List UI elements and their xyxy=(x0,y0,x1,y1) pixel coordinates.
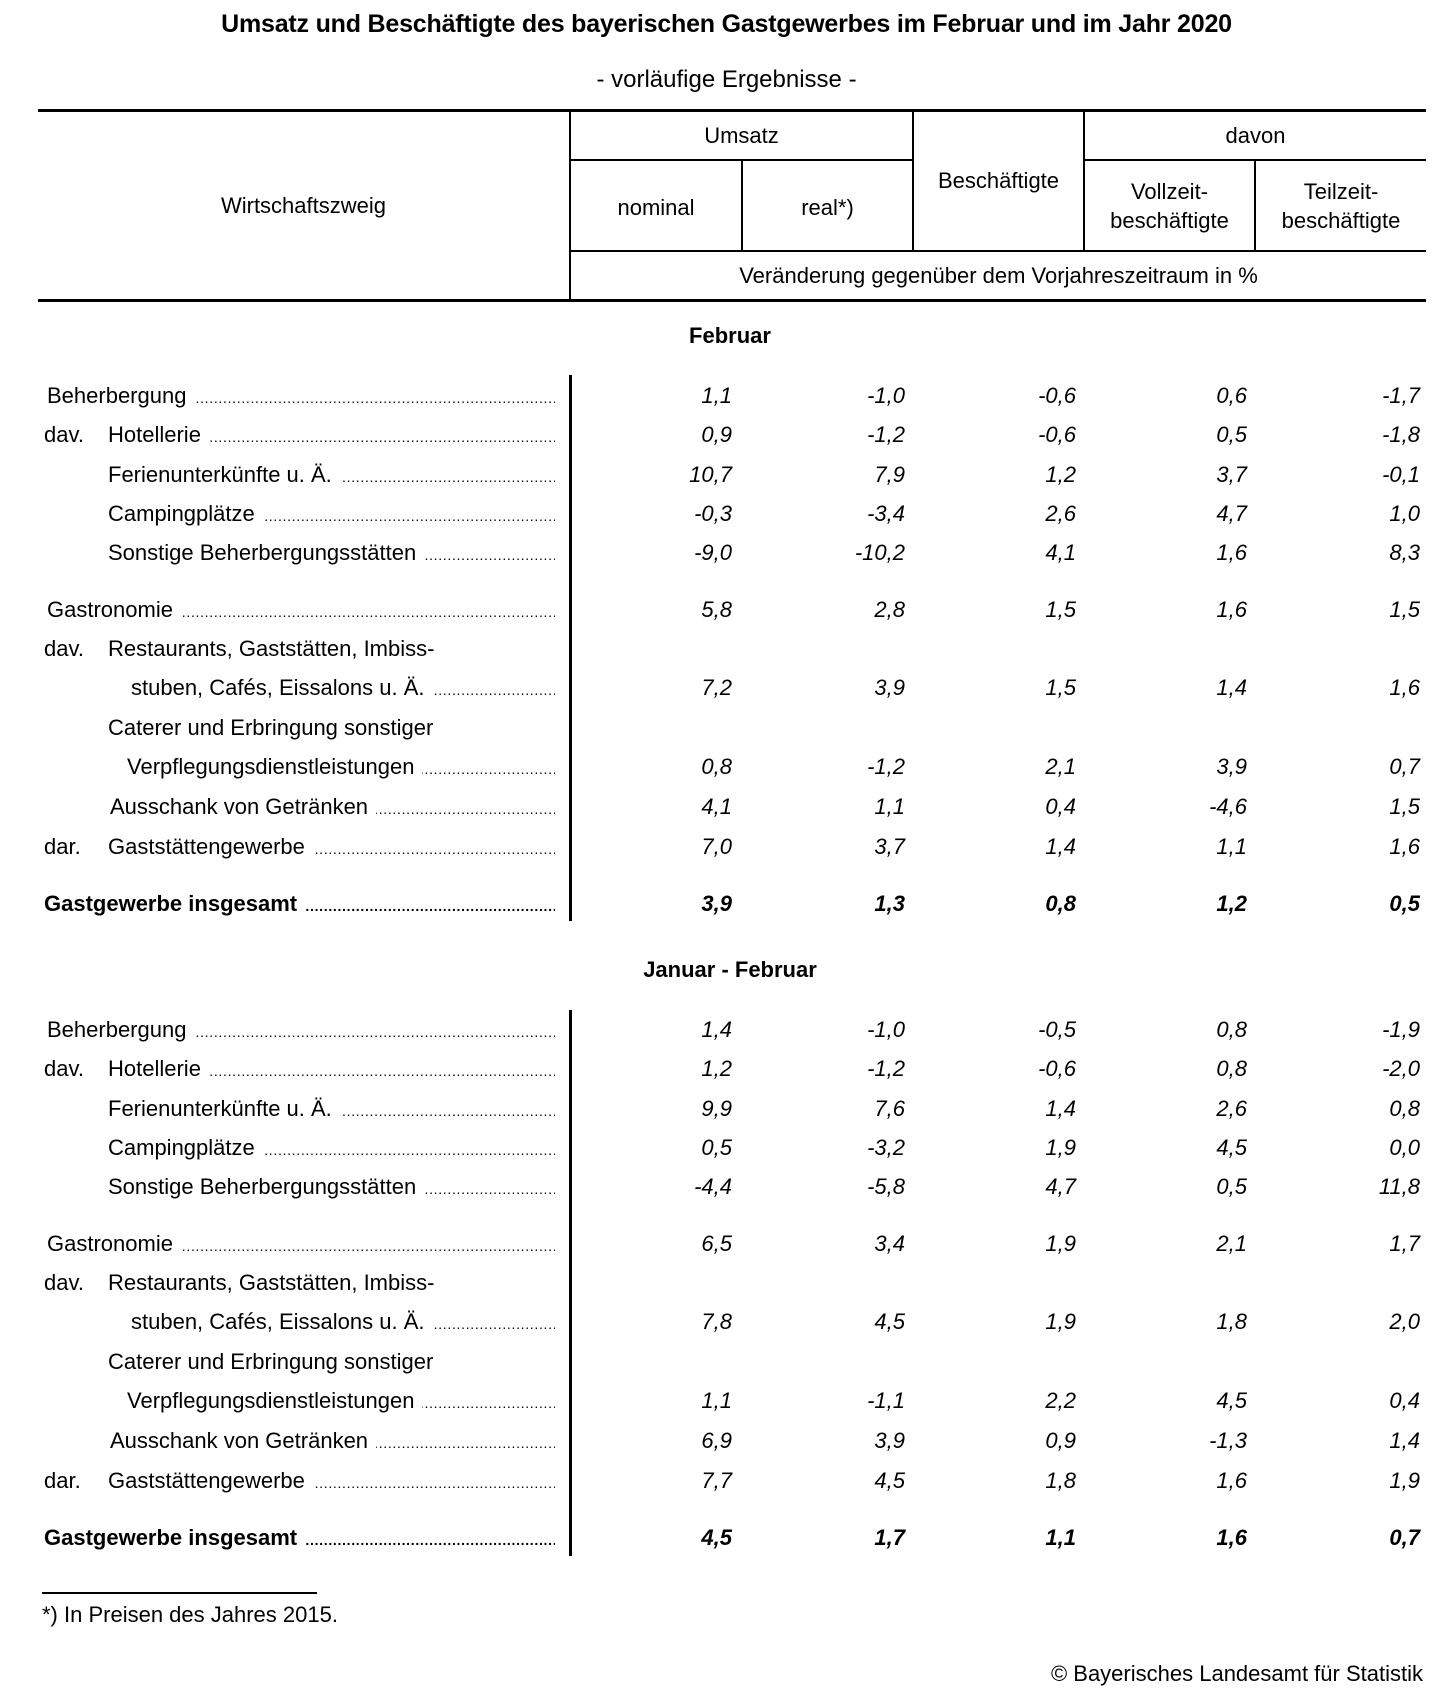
row-value: 1,1 xyxy=(874,794,905,819)
row-value: -1,2 xyxy=(867,1056,905,1081)
row-value: 0,8 xyxy=(1216,1056,1247,1081)
header-bottom-rule xyxy=(38,299,1426,302)
row-value: 1,9 xyxy=(1045,1135,1076,1160)
row-prefix: dav. xyxy=(44,1270,84,1295)
row-value: 4,5 xyxy=(1216,1388,1247,1413)
header-umsatz: Umsatz xyxy=(704,123,779,148)
row-value: 1,8 xyxy=(1045,1468,1076,1493)
table-row xyxy=(0,1135,1453,1171)
row-value: 4,5 xyxy=(874,1468,905,1493)
row-label: Campingplätze xyxy=(108,501,263,526)
row-value: 1,4 xyxy=(1216,675,1247,700)
row-value: 0,5 xyxy=(1389,891,1420,916)
table-row xyxy=(0,383,1453,419)
row-value: 0,8 xyxy=(1389,1096,1420,1121)
footnote: *) In Preisen des Jahres 2015. xyxy=(42,1602,338,1627)
row-label: Beherbergung xyxy=(47,1017,194,1042)
table-row xyxy=(0,1525,1453,1561)
row-value: -0,6 xyxy=(1038,383,1076,408)
row-value: 0,5 xyxy=(1216,1174,1247,1199)
table-row xyxy=(0,1231,1453,1267)
row-value: 0,7 xyxy=(1389,1525,1420,1550)
row-label: Restaurants, Gaststätten, Imbiss- xyxy=(108,1270,435,1295)
row-label: Gaststättengewerbe xyxy=(108,834,313,859)
row-value: 1,4 xyxy=(1389,1428,1420,1453)
section-title: Februar xyxy=(689,323,771,348)
row-value: -1,2 xyxy=(867,422,905,447)
row-value: 0,8 xyxy=(1216,1017,1247,1042)
row-value: -3,4 xyxy=(867,501,905,526)
row-value: 0,8 xyxy=(701,754,732,779)
row-label: Caterer und Erbringung sonstiger xyxy=(108,1349,434,1374)
row-value: 1,6 xyxy=(1216,1468,1247,1493)
row-value: -1,8 xyxy=(1382,422,1420,447)
row-prefix: dav. xyxy=(44,1056,84,1081)
row-value: 1,6 xyxy=(1389,834,1420,859)
row-value: -1,1 xyxy=(867,1388,905,1413)
row-label: stuben, Cafés, Eissalons u. Ä. xyxy=(131,1309,433,1334)
table-row xyxy=(0,597,1453,633)
row-label: Campingplätze xyxy=(108,1135,263,1160)
row-value: 1,5 xyxy=(1045,597,1076,622)
row-value: 0,9 xyxy=(701,422,732,447)
row-value: -0,6 xyxy=(1038,1056,1076,1081)
row-value: 7,7 xyxy=(701,1468,732,1493)
table-row xyxy=(0,501,1453,537)
row-value: -1,2 xyxy=(867,754,905,779)
row-label: Ausschank von Getränken xyxy=(110,1428,376,1453)
row-label: Gastgewerbe insgesamt xyxy=(44,1525,305,1550)
header-teilzeit-line2: beschäftigte xyxy=(1281,208,1401,233)
row-value: 1,9 xyxy=(1045,1309,1076,1334)
row-value: 1,4 xyxy=(701,1017,732,1042)
row-label: Sonstige Beherbergungsstätten xyxy=(108,540,424,565)
row-value: 0,0 xyxy=(1389,1135,1420,1160)
row-value: 0,9 xyxy=(1045,1428,1076,1453)
row-value: 2,1 xyxy=(1216,1231,1247,1256)
row-value: 1,6 xyxy=(1216,1525,1247,1550)
row-value: 0,7 xyxy=(1389,754,1420,779)
row-value: 1,0 xyxy=(1389,501,1420,526)
row-value: -0,1 xyxy=(1382,462,1420,487)
row-value: 6,9 xyxy=(701,1428,732,1453)
table-row xyxy=(0,834,1453,870)
row-value: 6,5 xyxy=(701,1231,732,1256)
row-label: stuben, Cafés, Eissalons u. Ä. xyxy=(131,675,433,700)
row-value: 3,7 xyxy=(1216,462,1247,487)
row-value: 7,8 xyxy=(701,1309,732,1334)
row-value: -10,2 xyxy=(854,540,905,565)
row-value: -4,6 xyxy=(1209,794,1247,819)
row-value: -1,3 xyxy=(1209,1428,1247,1453)
table-row xyxy=(0,540,1453,576)
row-value: 2,6 xyxy=(1216,1096,1247,1121)
table-row xyxy=(0,1056,1453,1092)
row-value: 1,5 xyxy=(1389,794,1420,819)
row-value: 1,5 xyxy=(1045,675,1076,700)
header-veraenderung: Veränderung gegenüber dem Vorjahreszeitraum in % xyxy=(739,263,1258,288)
row-label: Hotellerie xyxy=(108,1056,209,1081)
row-value: 1,7 xyxy=(874,1525,905,1550)
row-value: -1,7 xyxy=(1382,383,1420,408)
row-value: 9,9 xyxy=(701,1096,732,1121)
row-value: 3,4 xyxy=(874,1231,905,1256)
row-value: 3,9 xyxy=(1216,754,1247,779)
row-value: 1,1 xyxy=(1216,834,1247,859)
row-value: 1,3 xyxy=(874,891,905,916)
row-value: 3,7 xyxy=(874,834,905,859)
row-value: 4,1 xyxy=(1045,540,1076,565)
table-row xyxy=(0,1096,1453,1132)
table-row xyxy=(0,794,1453,830)
row-value: -0,6 xyxy=(1038,422,1076,447)
row-prefix: dav. xyxy=(44,636,84,661)
header-davon: davon xyxy=(1225,123,1286,148)
row-prefix: dav. xyxy=(44,422,84,447)
page-title: Umsatz und Beschäftigte des bayerischen Gastgewerbes im Februar und im Jahr 2020 xyxy=(221,10,1232,38)
header-wirtschaftszweig: Wirtschaftszweig xyxy=(220,193,387,218)
row-value: 2,1 xyxy=(1045,754,1076,779)
row-value: -4,4 xyxy=(694,1174,732,1199)
row-value: 1,6 xyxy=(1389,675,1420,700)
row-label: Gastronomie xyxy=(47,597,181,622)
row-value: 4,5 xyxy=(701,1525,732,1550)
header-nominal: nominal xyxy=(617,195,695,220)
row-value: -1,9 xyxy=(1382,1017,1420,1042)
row-value: -1,0 xyxy=(867,1017,905,1042)
row-value: 2,0 xyxy=(1389,1309,1420,1334)
row-value: 0,5 xyxy=(701,1135,732,1160)
table-row xyxy=(0,1388,1453,1424)
row-value: 8,3 xyxy=(1389,540,1420,565)
footnote-rule xyxy=(42,1592,317,1594)
header-top-rule xyxy=(38,109,1426,112)
row-value: -1,0 xyxy=(867,383,905,408)
row-value: 1,1 xyxy=(701,1388,732,1413)
table-row xyxy=(0,422,1453,458)
section-title: Januar - Februar xyxy=(643,957,817,982)
table-row-label-line xyxy=(0,636,1453,672)
row-label: Gastgewerbe insgesamt xyxy=(44,891,305,916)
table-row xyxy=(0,675,1453,711)
table-row-label-line xyxy=(0,1349,1453,1385)
table-row xyxy=(0,1174,1453,1210)
row-value: 1,2 xyxy=(1216,891,1247,916)
row-value: -2,0 xyxy=(1382,1056,1420,1081)
row-value: 7,6 xyxy=(874,1096,905,1121)
row-prefix: dar. xyxy=(44,834,81,859)
row-value: 2,6 xyxy=(1045,501,1076,526)
row-value: 0,4 xyxy=(1045,794,1076,819)
row-label: Gaststättengewerbe xyxy=(108,1468,313,1493)
row-value: 5,8 xyxy=(701,597,732,622)
row-value: 1,1 xyxy=(701,383,732,408)
row-value: 1,2 xyxy=(1045,462,1076,487)
row-label: Gastronomie xyxy=(47,1231,181,1256)
row-value: 1,9 xyxy=(1045,1231,1076,1256)
row-value: 0,4 xyxy=(1389,1388,1420,1413)
row-value: 4,7 xyxy=(1216,501,1247,526)
row-value: -5,8 xyxy=(867,1174,905,1199)
row-value: -0,3 xyxy=(694,501,732,526)
row-value: 1,4 xyxy=(1045,834,1076,859)
row-label: Ausschank von Getränken xyxy=(110,794,376,819)
table-row xyxy=(0,1428,1453,1464)
row-value: 4,7 xyxy=(1045,1174,1076,1199)
row-value: 7,9 xyxy=(874,462,905,487)
row-label: Beherbergung xyxy=(47,383,194,408)
row-label: Sonstige Beherbergungsstätten xyxy=(108,1174,424,1199)
table-row-label-line xyxy=(0,715,1453,751)
row-value: 3,9 xyxy=(874,675,905,700)
row-value: 3,9 xyxy=(874,1428,905,1453)
copyright: © Bayerisches Landesamt für Statistik xyxy=(1050,1661,1423,1686)
row-value: 10,7 xyxy=(689,462,732,487)
row-value: 1,9 xyxy=(1389,1468,1420,1493)
row-value: 1,6 xyxy=(1216,540,1247,565)
row-value: 2,8 xyxy=(874,597,905,622)
row-prefix: dar. xyxy=(44,1468,81,1493)
row-label: Verpflegungsdienstleistungen xyxy=(127,754,422,779)
row-value: -0,5 xyxy=(1038,1017,1076,1042)
row-value: 1,8 xyxy=(1216,1309,1247,1334)
header-beschaeftigte: Beschäftigte xyxy=(937,168,1060,193)
header-vollzeit-line1: Vollzeit- xyxy=(1130,179,1209,204)
row-value: 0,6 xyxy=(1216,383,1247,408)
row-value: 1,5 xyxy=(1389,597,1420,622)
row-label: Caterer und Erbringung sonstiger xyxy=(108,715,434,740)
row-value: 11,8 xyxy=(1378,1174,1420,1199)
table-row xyxy=(0,1017,1453,1053)
row-value: 1,2 xyxy=(701,1056,732,1081)
row-value: 4,5 xyxy=(1216,1135,1247,1160)
table-row xyxy=(0,891,1453,927)
row-label: Hotellerie xyxy=(108,422,209,447)
row-label: Restaurants, Gaststätten, Imbiss- xyxy=(108,636,435,661)
row-value: 2,2 xyxy=(1045,1388,1076,1413)
row-value: 3,9 xyxy=(701,891,732,916)
header-real: real*) xyxy=(801,195,854,220)
table-row-label-line xyxy=(0,1270,1453,1306)
header-veraenderung-rule xyxy=(570,250,1426,252)
table-row xyxy=(0,1468,1453,1504)
row-value: 7,2 xyxy=(701,675,732,700)
row-value: -3,2 xyxy=(867,1135,905,1160)
header-vollzeit xyxy=(1085,177,1254,235)
row-value: 1,4 xyxy=(1045,1096,1076,1121)
row-label: Ferienunterkünfte u. Ä. xyxy=(108,1096,340,1121)
row-value: 7,0 xyxy=(701,834,732,859)
table-row xyxy=(0,462,1453,498)
header-teilzeit-line1: Teilzeit- xyxy=(1303,179,1379,204)
row-value: 4,5 xyxy=(874,1309,905,1334)
header-teilzeit xyxy=(1256,177,1426,235)
table-row xyxy=(0,1309,1453,1345)
row-label: Verpflegungsdienstleistungen xyxy=(127,1388,422,1413)
row-value: 4,1 xyxy=(701,794,732,819)
row-value: 0,8 xyxy=(1045,891,1076,916)
table-row xyxy=(0,754,1453,790)
header-vollzeit-line2: beschäftigte xyxy=(1110,208,1229,233)
row-value: 0,5 xyxy=(1216,422,1247,447)
row-value: 1,7 xyxy=(1389,1231,1420,1256)
row-label: Ferienunterkünfte u. Ä. xyxy=(108,462,340,487)
row-value: -9,0 xyxy=(694,540,732,565)
row-value: 1,1 xyxy=(1045,1525,1076,1550)
page-subtitle: - vorläufige Ergebnisse - xyxy=(596,66,857,93)
row-value: 1,6 xyxy=(1216,597,1247,622)
